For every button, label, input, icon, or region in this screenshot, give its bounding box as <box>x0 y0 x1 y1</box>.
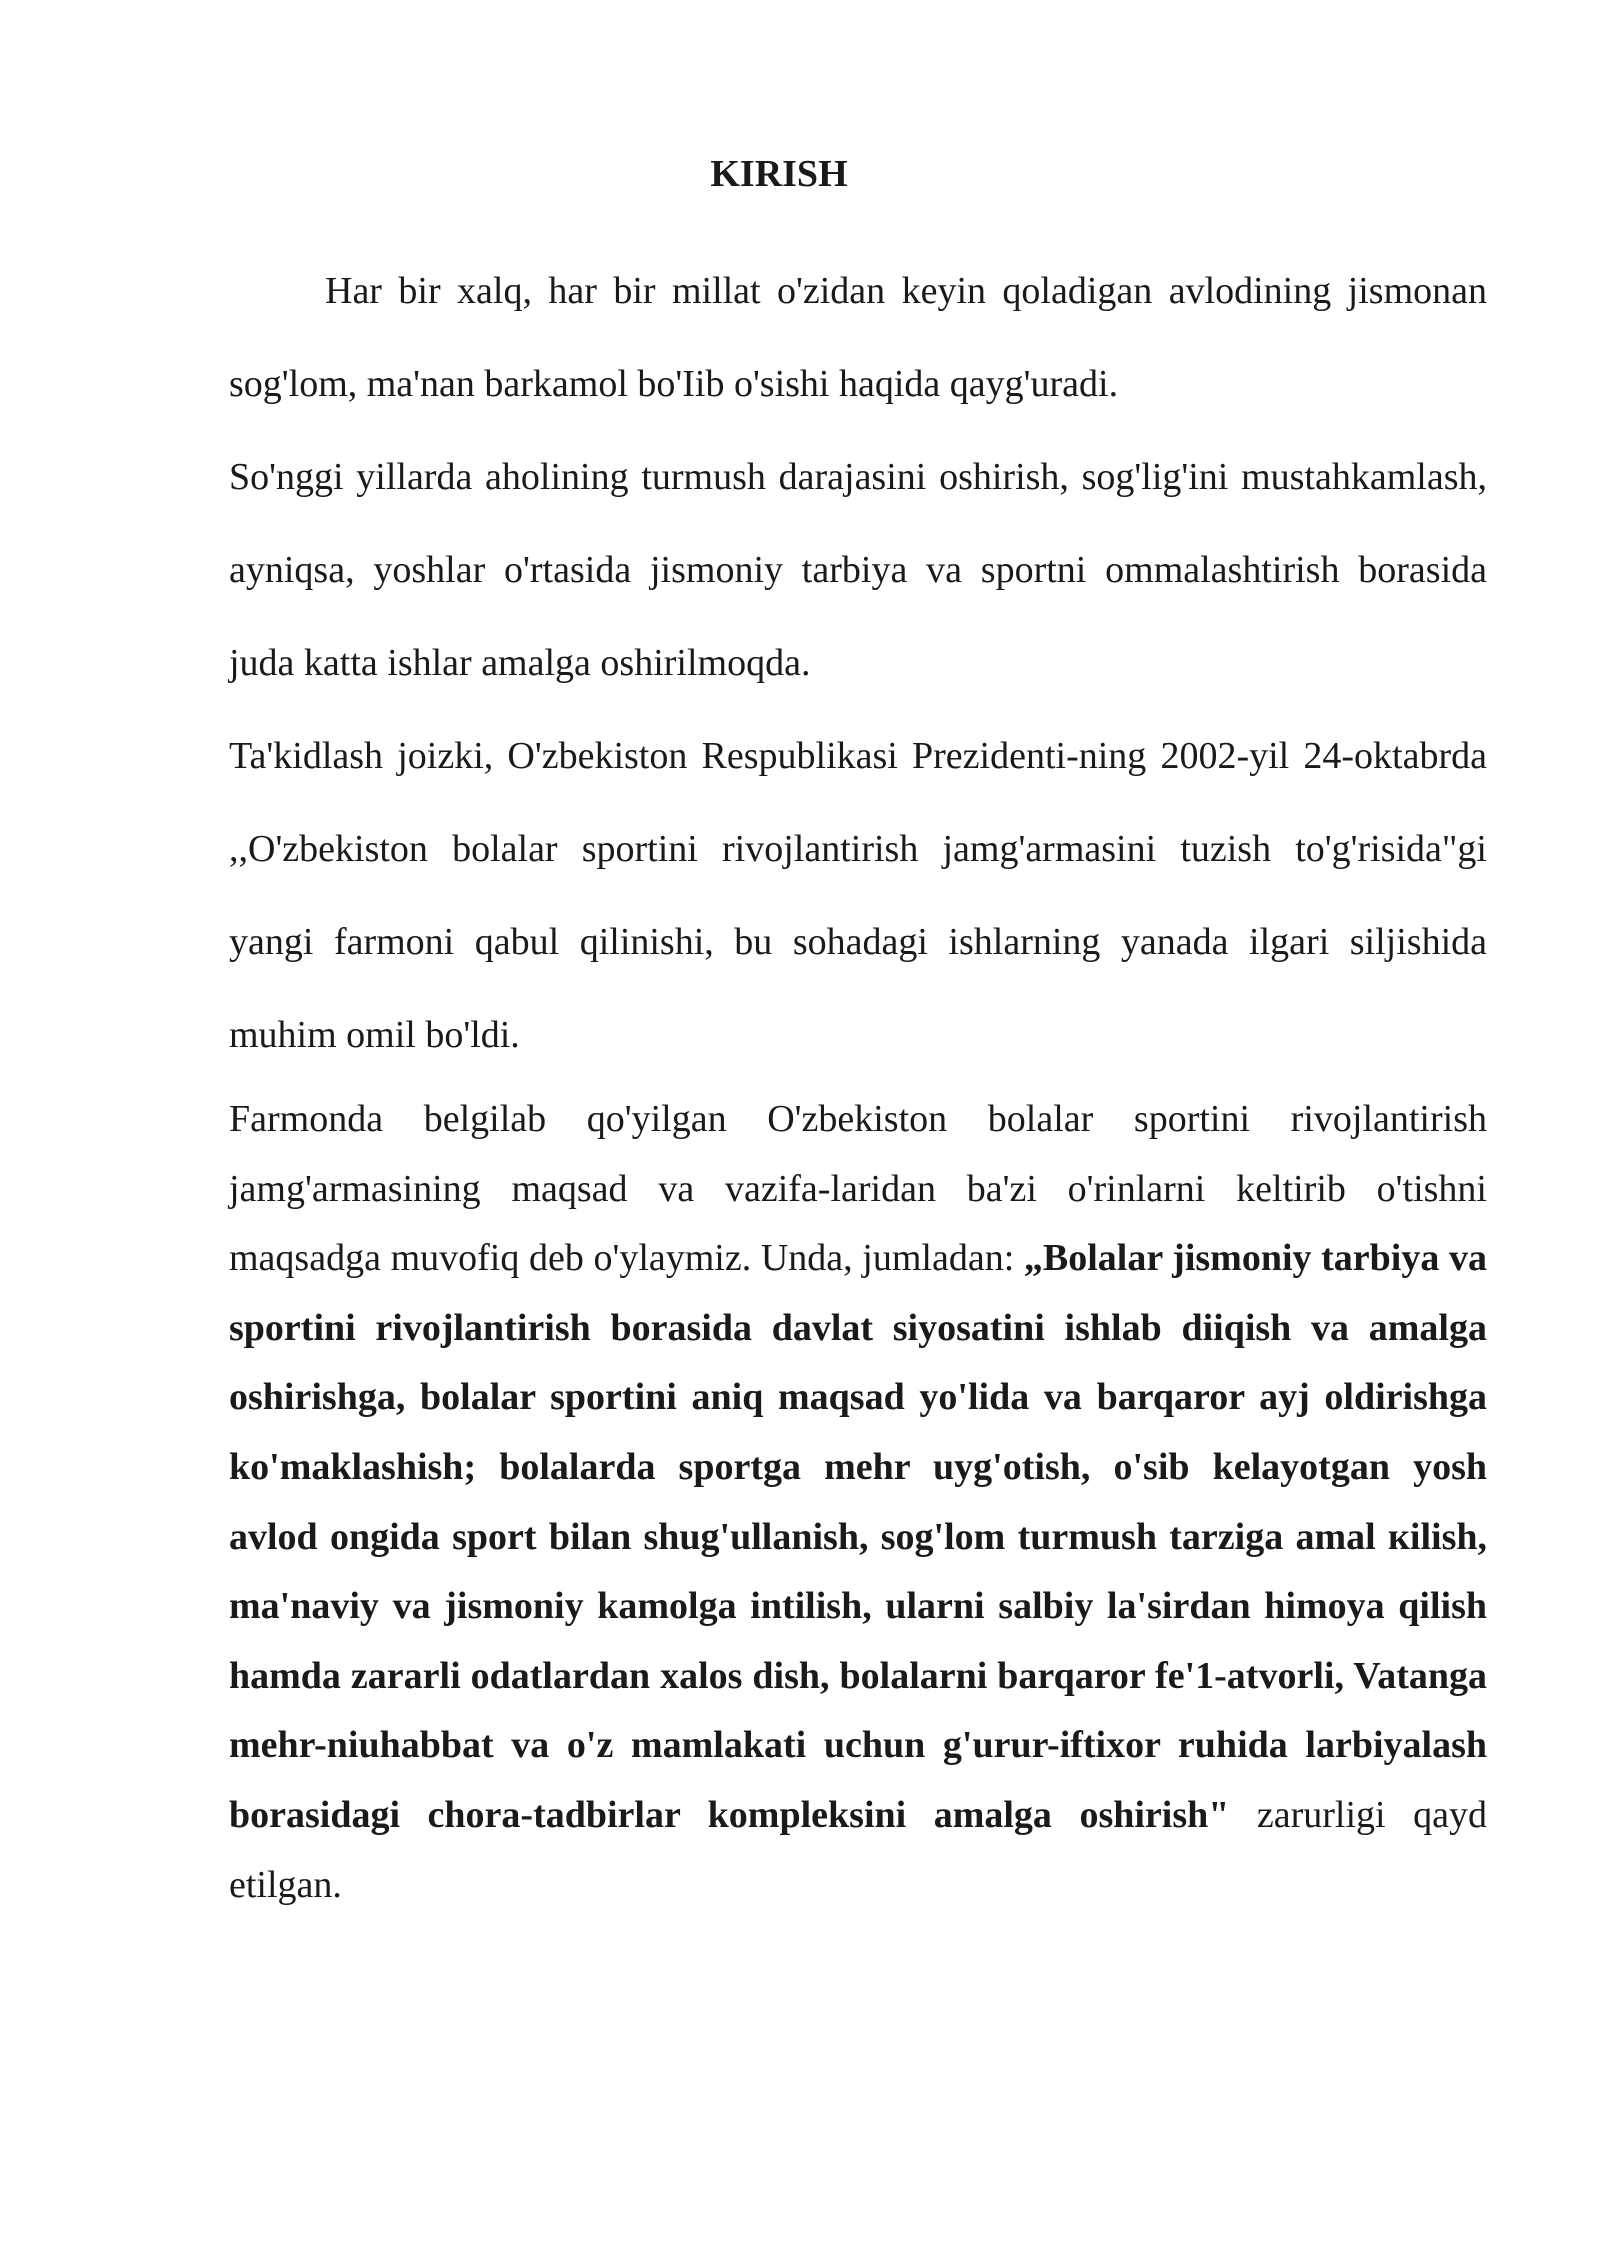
fund-goals-outro: zarurligi qayd etilgan. <box>229 1793 1487 1906</box>
paragraph-fund-goals <box>229 1085 1487 1920</box>
fund-goals-quote: „Bolalar jismoniy tarbiya va sportini rivojlantirish borasida davlat siyosatini ishlab diiqish va amalga oshirishga, bolalar sportini aniq maqsad yo'lida va barqaror ayj oldirishga ko'maklashish; bolalarda sportga mehr uyg'otish, o'sib kelayotgan yosh avlod ongida sport bilan shug'ullanish, sog'lom turmush tarziga amal кilish, ma'naviy va jismoniy kamolga intilish, ularni salbiy la'sirdan himoya qilish hamda zararli odatlardan xalos dish, bolalarni barqaror fe'1-atvorli, Vatanga mehr-niuhabbat va o'z mamlakati uchun g'urur-iftixor ruhida larbiyalash borasidagi chora-tadbirlar kompleksini amalga oshirish" <box>229 1237 1488 1836</box>
fund-goals-intro: Farmonda belgilab qo'yilgan O'zbekiston bolalar sportini rivojlantirish jamg'armasining maqsad va vazifa-laridan ba'zi o'rinlarni keltirib o'tishni maqsadga muvofiq deb o'ylaymiz. Unda, jumladan: <box>229 1098 1487 1280</box>
paragraph-intro: Har bir xalq, har bir millat o'zidan keyin qoladigan avlodining jismonan sog'lom, ma'nan barkamol bo'Iib o'sishi haqida qayg'uradi. <box>229 270 1487 405</box>
paragraph-presidential-decree: Ta'kidlash joizki, O'zbekiston Respublikasi Prezidenti-ning 2002-yil 24-oktabrda ,,O'zbekiston bolalar sportini rivojlantirish jamg'armasini tuzish to'g'risida"gi yangi farmoni qabul qilinishi, bu sohadagi ishlarning yanada ilgari siljishida muhim omil bo'ldi. <box>229 735 1487 1056</box>
paragraph-living-standards: So'nggi yillarda aholining turmush darajasini oshirish, sog'lig'ini mustahkamlash, ayniqsa, yoshlar o'rtasida jismoniy tarbiya va sportni ommalashtirish borasida juda katta ishlar amalga oshirilmoqda. <box>229 456 1487 684</box>
page-title: KIRISH <box>710 153 848 195</box>
